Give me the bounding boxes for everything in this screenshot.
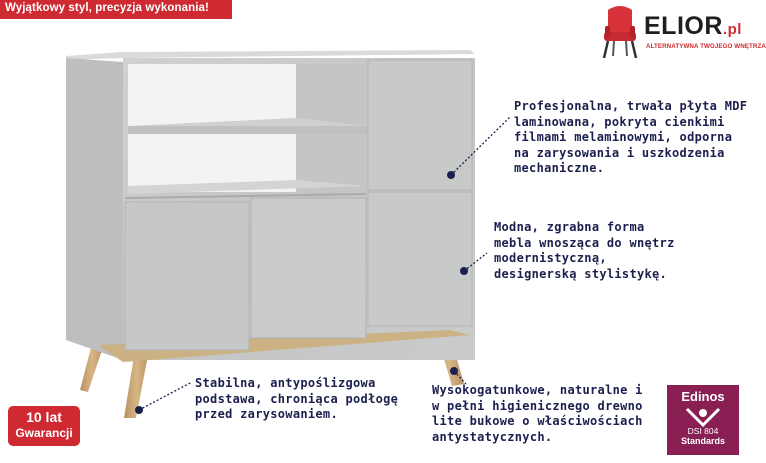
checkmark-icon <box>683 405 723 427</box>
warranty-badge <box>8 406 80 446</box>
logo-tld: .pl <box>722 21 742 38</box>
feature-wood: Wysokogatunkowe, naturalne i w pełni higienicznego drewno lite bukowe o właściwościach antystatycznych. <box>432 383 643 444</box>
certificate-label: Standards <box>680 436 725 446</box>
feature-mdf: Profesjonalna, trwała płyta MDF laminowana, pokryta cienkimi filmami melaminowymi, odporna na zarysowania i uszkodzenia mechaniczne. <box>514 99 748 175</box>
certificate-badge <box>667 385 739 455</box>
warranty-years: 10 lat <box>26 409 62 425</box>
open-shelf <box>128 64 368 194</box>
logo-brand: ELIOR.pl <box>644 12 742 40</box>
tagline-banner: Wyjątkowy styl, precyzja wykonania! <box>0 0 232 19</box>
feature-base: Stabilna, antypoślizgowa podstawa, chroniąca podłogę przed zarysowaniem. <box>195 376 399 421</box>
certificate-brand: Edinos <box>681 389 725 404</box>
logo-slogan: ALTERNATYWNA TWOJEGO WNĘTRZA <box>646 43 766 50</box>
feature-design: Modna, zgrabna forma mebla wnosząca do wnętrz modernistyczną, designerską stylistykę. <box>494 220 675 281</box>
warranty-label: Gwarancji <box>15 426 73 440</box>
certificate-code: DSI 804 <box>687 426 719 436</box>
